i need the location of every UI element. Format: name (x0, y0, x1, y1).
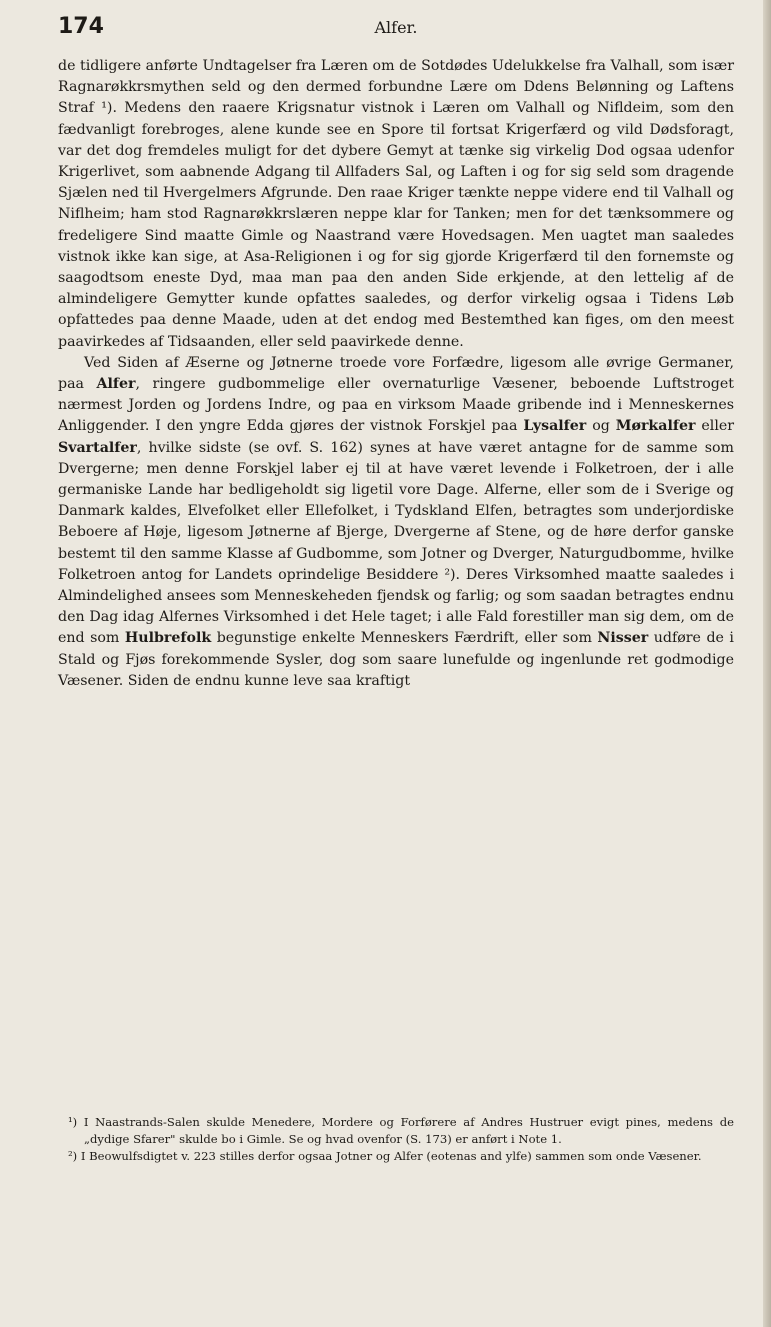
footnote: ¹) I Naastrands-Salen skulde Menedere, Mordere og Forførere af Andres Hustruer evigt pines, medens de „dydige Sfarer" skulde bo i Gimle. Se og hvad ovenfor (S. 173) er anført i Note 1. (68, 1115, 734, 1146)
page-header (58, 14, 734, 44)
term: Lysalfer (523, 418, 587, 435)
footnote-ref: ² (444, 566, 451, 583)
footnote-ref: ¹ (101, 100, 107, 117)
page-edge (763, 0, 771, 1327)
term: Svartalfer (58, 439, 137, 456)
running-head: Alfer. (374, 18, 418, 37)
term: Nisser (597, 630, 649, 647)
term: Hulbrefolk (124, 630, 212, 647)
body-text (58, 56, 734, 692)
term: Alfer (96, 376, 136, 393)
paragraph: de tidligere anførte Undtagelser fra Læren om de Sotdødes Udelukkelse fra Valhall, som især Ragnarøkkrsmythen seld og den dermed forbundne Lære om Ddens Belønning og Laftens Straf ¹). Medens den raaere Krigsnatur vistnok i Læren om Valhall og Nifldeim, som den fædvanligt forebroges, alene kunde see en Spore til fortsat Krigerfærd og vild Dødsforagt, var det dog fremdeles muligt for det dybere Gemyt at tænke sig virkelig Dod ogsaa udenfor Krigerlivet, som aabnende Adgang til Allfaders Sal, og Laften i og for sig seld som dragende Sjælen ned til Hvergelmers Afgrunde. Den raae Kriger tænkte neppe videre end til Valhall og Niflheim; ham stod Ragnarøkkrslæren neppe klar for Tanken; men for det tænksommere og fredeligere Sind maatte Gimle og Naastrand være Hovedsagen. Men uagtet man saaledes vistnok ikke kan sige, at Asa-Religionen i og for sig gjorde Krigerfærd til den fornemste og saagodtsom eneste Dyd, maa man paa den anden Side erkjende, at den lettelig af de almindeligere Gemytter kunde opfattes saaledes, og derfor virkelig ogsaa i Tidens Løb opfattedes paa denne Maade, uden at det endog med Bestemthed kan figes, om den meest paavirkedes af Tidsaanden, eller seld paavirkede denne. (58, 58, 735, 350)
paragraph: Ved Siden af Æserne og Jøtnerne troede vore Forfædre, ligesom alle øvrige Germaner, paa Alfer, ringere gudbommelige eller overnaturlige Væsener, beboende Luftstroget nærmest Jorden og Jordens Indre, og paa en virksom Maade gribende ind i Menneskernes Anliggender. I den yngre Edda gjøres der vistnok Forskjel paa Lysalfer og Mørkalfer eller Svartalfer, hvilke sidste (se ovf. S. 162) synes at have været antagne for de samme som Dvergerne; men denne Forskjel laber ej til at have været levende i Folketroen, der i alle germaniske Lande har bedligeholdt sig ligetil vore Dage. Alferne, eller som de i Sverige og Danmark kaldes, Elvefolket eller Ellefolket, i Tydskland Elfen, betragtes som underjordiske Beboere af Høje, ligesom Jøtnerne af Bjerge, Dvergerne af Stene, og de høre derfor ganske bestemt til den samme Klasse af Gudbomme, som Jotner og Dverger, Naturgudbomme, hvilke Folketroen antog for Landets oprindelige Besiddere ²). Deres Virksomhed maatte saaledes i Almindelighed ansees som Menneskeheden fjendsk og farlig; og som saadan betragtes endnu den Dag idag Alfernes Virksomhed i det Hele taget; i alle Fald forestiller man sig dem, om de end som Hulbrefolk begunstige enkelte Menneskers Færdrift, eller som Nisser udføre de i Stald og Fjøs forekommende Sysler, dog som saare lunefulde og ingenlunde ret godmodige Væsener. Siden de endnu kunne leve saa kraftigt (58, 354, 735, 689)
footnote: ²) I Beowulfsdigtet v. 223 stilles derfor ogsaa Jotner og Alfer (eotenas and ylfe) sammen som onde Væsener. (68, 1149, 702, 1163)
page-number: 174 (58, 14, 104, 39)
footnotes (58, 1114, 734, 1165)
term: Mørkalfer (615, 418, 696, 435)
